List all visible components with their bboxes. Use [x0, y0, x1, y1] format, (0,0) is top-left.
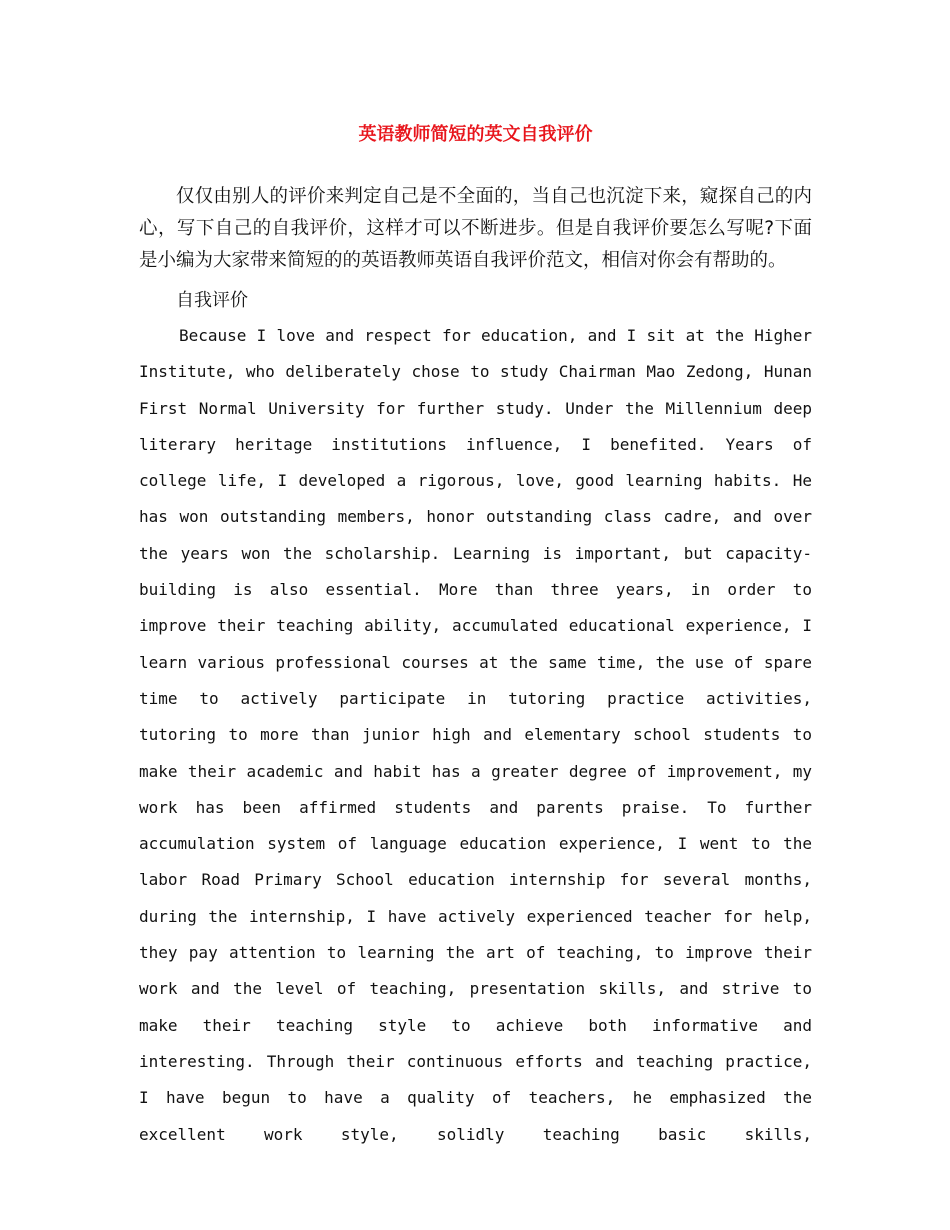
section-heading: 自我评价 — [176, 290, 248, 311]
document-title: 英语教师简短的英文自我评价 — [358, 124, 593, 145]
body-paragraph: Because I love and respect for education, and I sit at the Higher Institute, who deliberately chose to study Chairman Mao Zedong, Hunan First Normal University for further study. Under the Millennium deep literary heritage institutions influence, I benefited. Years of college life, I developed a rigorous, love, good learning habits. He has won outstanding members, honor outstanding class cadre, and over the years won the scholarship. Learning is important, but capacity-building is also essential. More than three years, in order to improve their teaching ability, accumulated educational experience, I learn various professional courses at the same time, the use of spare time to actively participate in tutoring practice activities, tutoring to more than junior high and elementary school students to make their academic and habit has a greater degree of improvement, my work has been affirmed students and parents praise. To further accumulation system of language education experience, I went to the labor Road Primary School education internship for several months, during the internship, I have actively experienced teacher for help, they pay attention to learning the art of teaching, to improve their work and the level of teaching, presentation skills, and strive to make their teaching style to achieve both informative and interesting. Through their continuous efforts and teaching practice, I have begun to have a quality of teachers, he emphasized the excellent work style, solidly teaching basic skills, — [139, 326, 812, 1144]
intro-paragraph: 仅仅由别人的评价来判定自己是不全面的，当自己也沉淀下来，窥探自己的内心，写下自己的自我评价，这样才可以不断进步。但是自我评价要怎么写呢?下面是小编为大家带来简短的的英语教师英语自我评价范文，相信对你会有帮助的。 — [139, 186, 812, 271]
